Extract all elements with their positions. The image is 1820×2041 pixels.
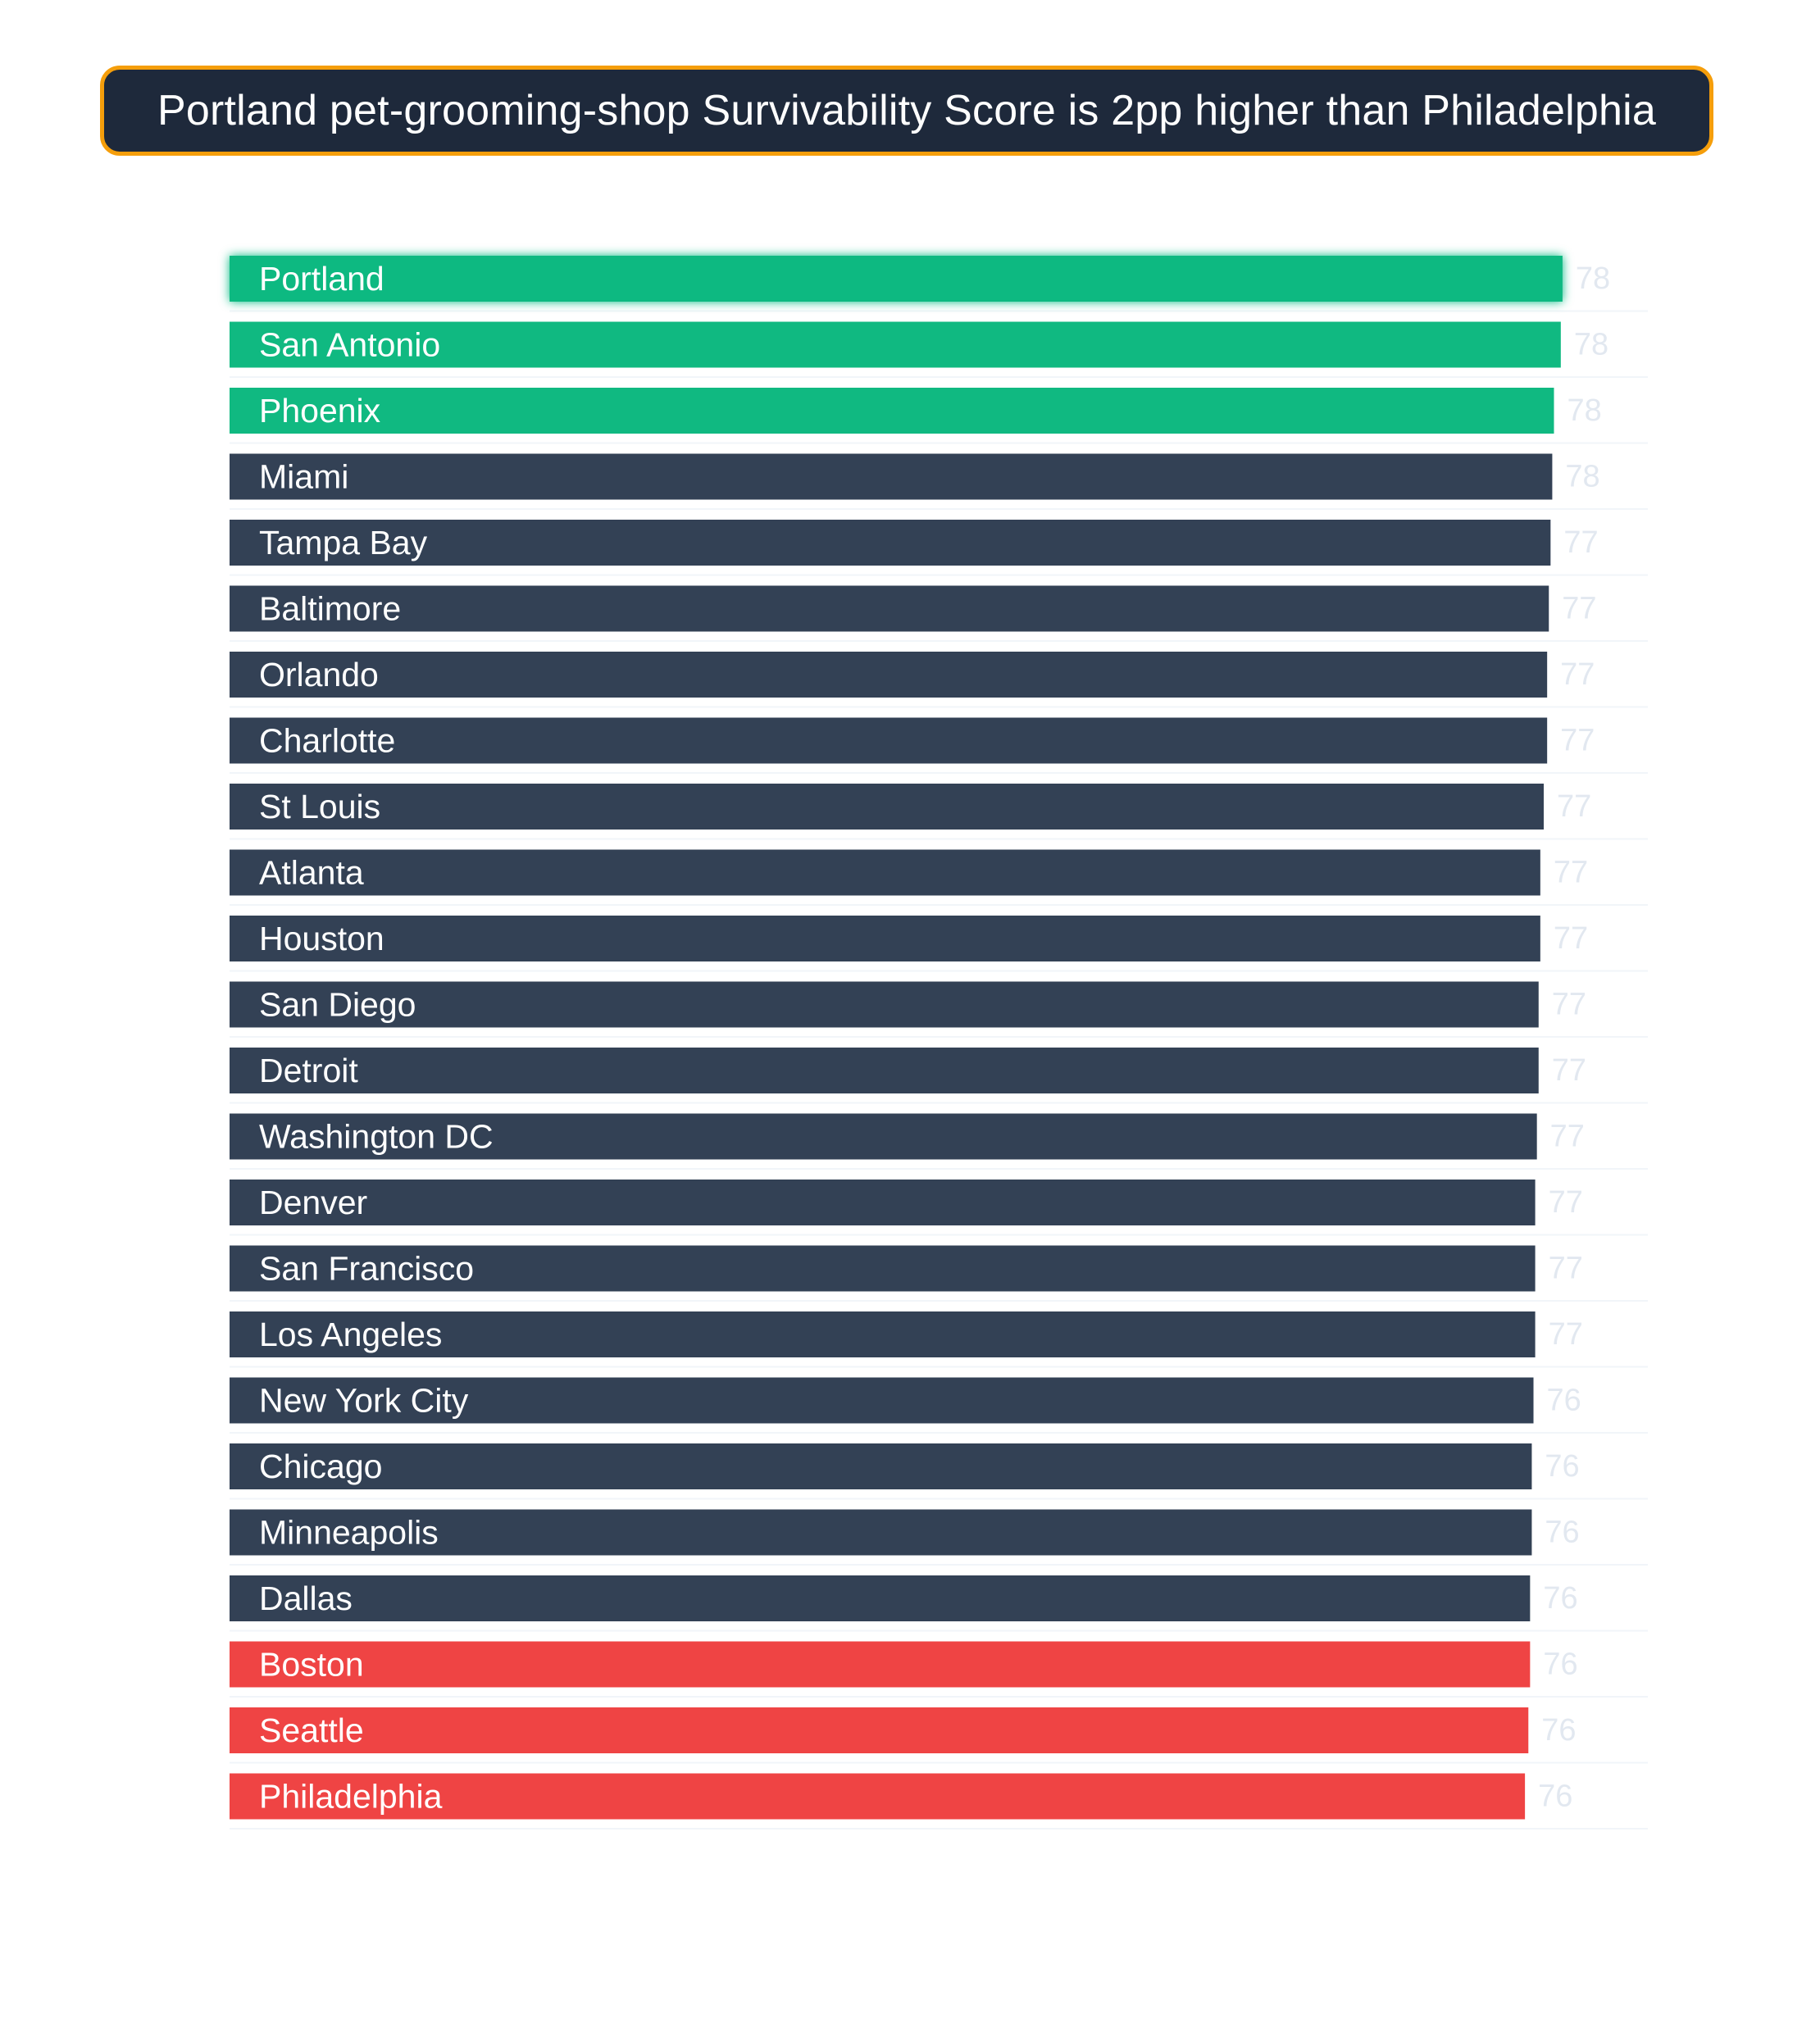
value-label: 77 (1563, 525, 1599, 560)
category-label: Chicago (259, 1448, 383, 1485)
bar-charlotte (230, 718, 1547, 764)
value-label: 76 (1545, 1515, 1580, 1550)
category-label: San Diego (259, 985, 416, 1024)
value-label: 78 (1573, 327, 1609, 362)
category-label: Miami (259, 457, 349, 496)
category-label: San Francisco (259, 1249, 475, 1288)
bar-detroit (230, 1048, 1539, 1093)
value-label: 77 (1548, 1185, 1583, 1220)
category-label: Los Angeles (259, 1316, 443, 1353)
value-label: 76 (1543, 1647, 1578, 1682)
value-label: 77 (1560, 723, 1595, 758)
category-label: St Louis (259, 788, 381, 825)
bar-seattle (230, 1707, 1528, 1753)
value-label: 77 (1557, 789, 1592, 824)
category-label: Tampa Bay (259, 524, 428, 561)
bar-boston (230, 1642, 1530, 1688)
value-label: 76 (1545, 1449, 1580, 1484)
bar-orlando (230, 652, 1547, 698)
category-label: Orlando (259, 656, 379, 693)
category-label: Philadelphia (259, 1777, 443, 1816)
bar-portland (230, 256, 1563, 302)
bar-dallas (230, 1575, 1530, 1621)
bar-st-louis (230, 784, 1544, 830)
category-label: Atlanta (259, 853, 364, 892)
bar-baltimore (230, 586, 1549, 632)
bar-houston (230, 916, 1540, 961)
value-label: 77 (1553, 921, 1589, 956)
value-label: 76 (1538, 1779, 1573, 1814)
category-label: Charlotte (259, 721, 396, 760)
bar-phoenix (230, 388, 1554, 434)
value-label: 77 (1548, 1251, 1583, 1286)
category-label: New York City (259, 1381, 469, 1420)
bar-atlanta (230, 850, 1540, 896)
category-label: San Antonio (259, 325, 441, 364)
value-label: 77 (1562, 591, 1597, 626)
category-label: Seattle (259, 1711, 364, 1749)
category-label: Minneapolis (259, 1513, 439, 1552)
chart-title: Portland pet-grooming-shop Survivability Score is 2pp higher than Philadelphia (100, 66, 1713, 156)
value-label: 78 (1565, 459, 1600, 494)
bar-chicago (230, 1443, 1531, 1489)
bar-miami (230, 454, 1552, 500)
category-label: Houston (259, 920, 384, 957)
category-label: Denver (259, 1184, 368, 1221)
bar-denver (230, 1180, 1536, 1225)
value-label: 77 (1549, 1119, 1585, 1154)
category-label: Boston (259, 1645, 364, 1684)
category-label: Washington DC (259, 1117, 494, 1156)
category-label: Dallas (259, 1580, 353, 1617)
value-label: 77 (1551, 987, 1587, 1022)
category-label: Portland (259, 260, 384, 298)
category-label: Detroit (259, 1052, 358, 1089)
value-label: 78 (1575, 261, 1611, 296)
value-label: 77 (1553, 855, 1589, 890)
category-label: Baltimore (259, 589, 402, 628)
value-label: 78 (1567, 393, 1602, 428)
value-label: 76 (1543, 1581, 1578, 1616)
value-label: 77 (1548, 1317, 1583, 1352)
category-label: Phoenix (259, 392, 381, 430)
value-label: 77 (1560, 657, 1595, 692)
bar-tampa-bay (230, 520, 1550, 566)
value-label: 77 (1551, 1053, 1587, 1088)
value-label: 76 (1546, 1383, 1581, 1418)
value-label: 76 (1541, 1713, 1577, 1748)
bar-san-diego (230, 982, 1539, 1028)
